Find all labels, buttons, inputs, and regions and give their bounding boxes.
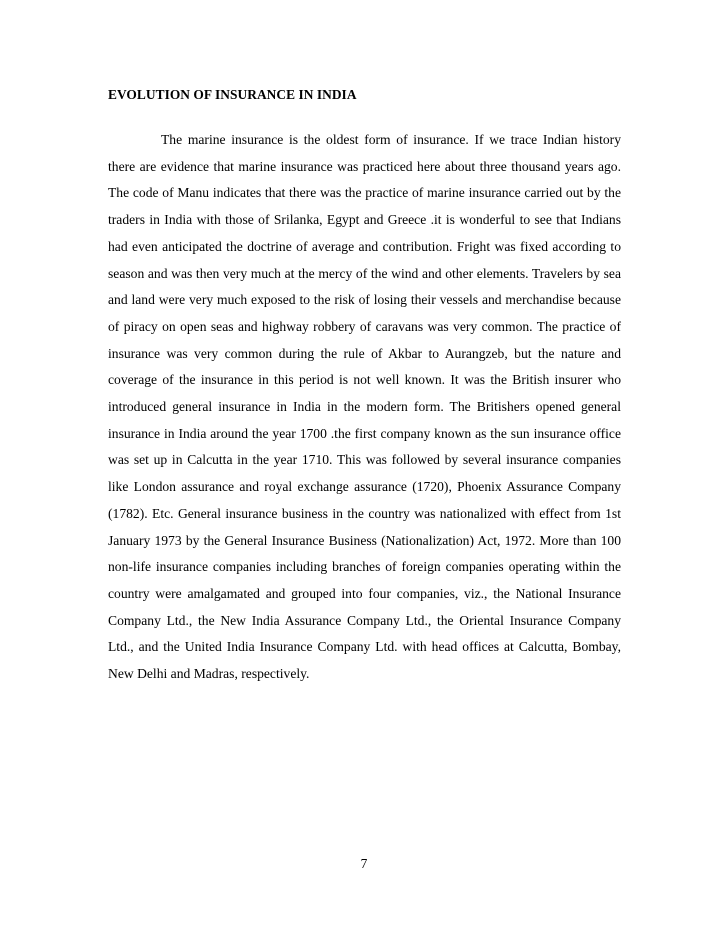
body-paragraph: The marine insurance is the oldest form of insurance. If we trace Indian history there are evidence that marine insurance was practiced here about three thousand years ago. The code of Manu indicates that there was the practice of marine insurance carried out by the traders in India with those of Srilanka, Egypt and Greece .it is wonderful to see that Indians had even anticipated the doctrine of average and contribution. Fright was fixed according to season and was then very much at the mercy of the wind and other elements. Travelers by sea and land were very much exposed to the risk of losing their vessels and merchandise because of piracy on open seas and highway robbery of caravans was very common. The practice of insurance was very common during the rule of Akbar to Aurangzeb, but the nature and coverage of the insurance in this period is not well known. It was the British insurer who introduced general insurance in India in the modern form. The Britishers opened general insurance in India around the year 1700 .the first company known as the sun insurance office was set up in Calcutta in the year 1710. This was followed by several insurance companies like London assurance and royal exchange assurance (1720), Phoenix Assurance Company (1782). Etc. General insurance business in the country was nationalized with effect from 1st January 1973 by the General Insurance Business (Nationalization) Act, 1972. More than 100 non-life insurance companies including branches of foreign companies operating within the country were amalgamated and grouped into four companies, viz., the National Insurance Company Ltd., the New India Assurance Company Ltd., the Oriental Insurance Company Ltd., and the United India Insurance Company Ltd. with head offices at Calcutta, Bombay, New Delhi and Madras, respectively. [108, 132, 621, 682]
section-heading: EVOLUTION OF INSURANCE IN INDIA [108, 87, 357, 102]
page-number: 7 [360, 856, 368, 871]
